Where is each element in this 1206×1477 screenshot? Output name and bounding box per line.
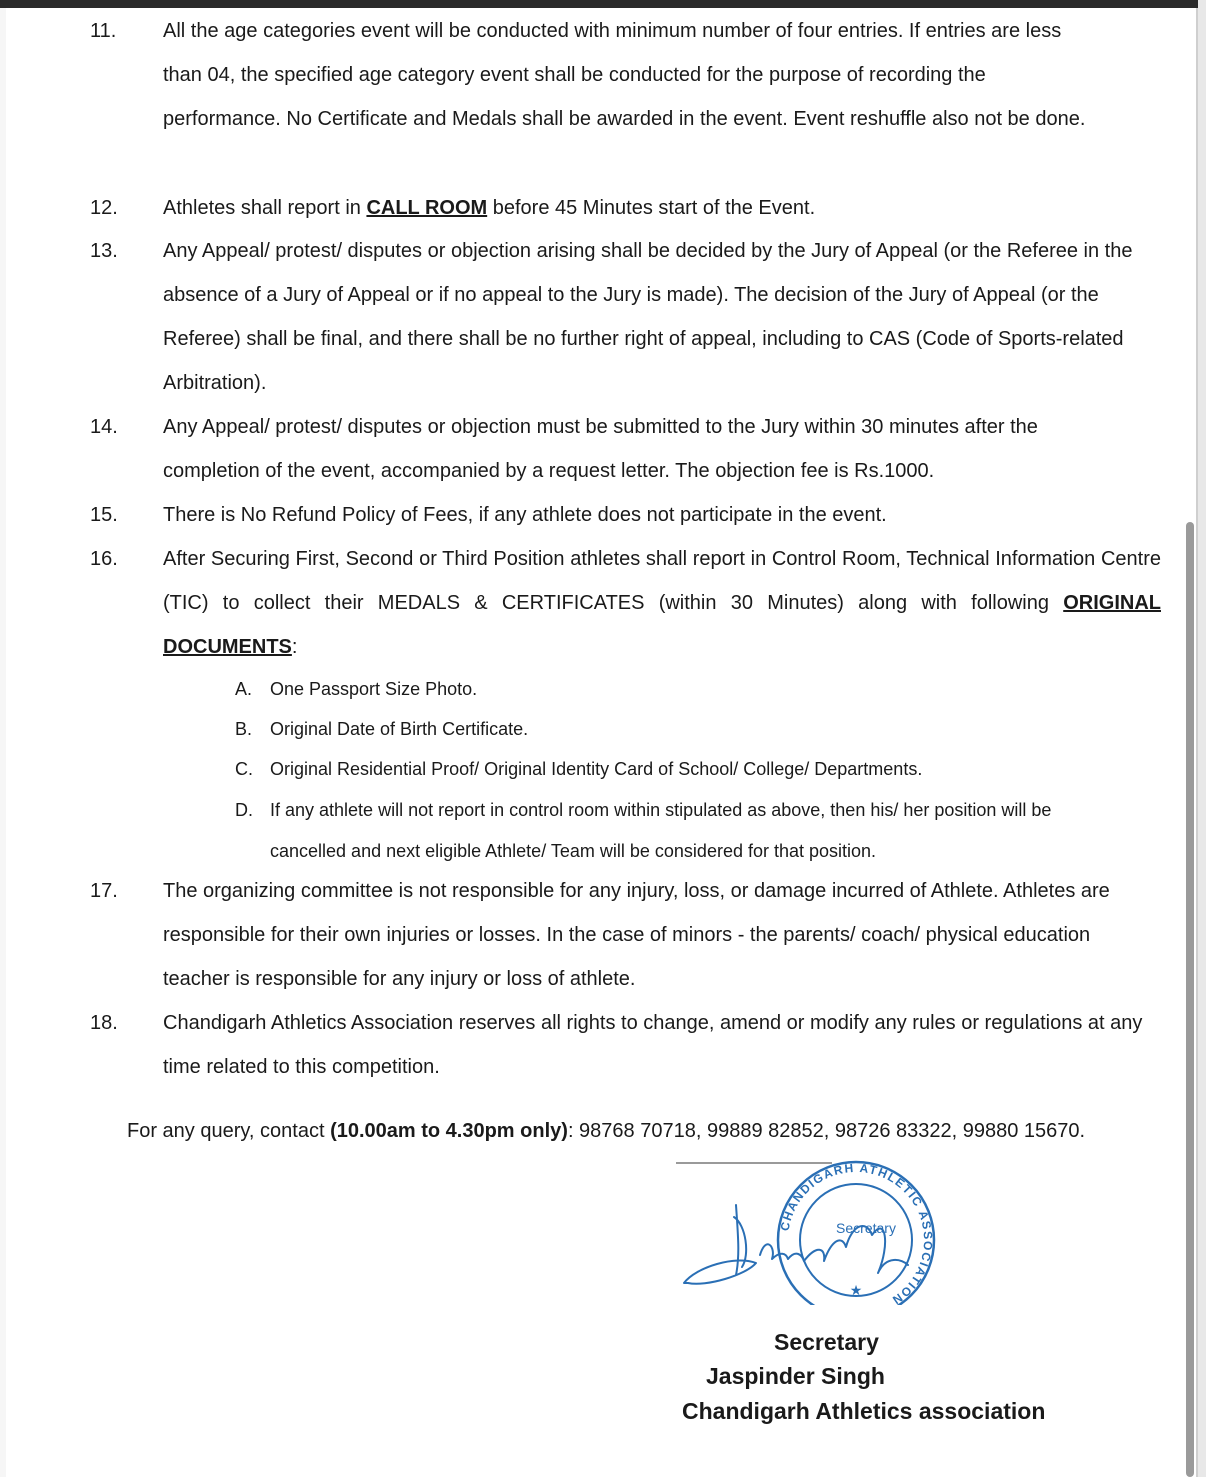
document-text: Original Date of Birth Certificate. (270, 719, 529, 739)
page-top-strip (0, 0, 1206, 8)
rule-number: 12. (90, 197, 118, 219)
signatory-organization: Chandigarh Athletics association (682, 1398, 1046, 1424)
rule-number: 14. (90, 416, 118, 438)
rule-number: 18. (90, 1012, 118, 1034)
rule-text: The organizing committee is not responsible for any injury, loss, or damage incurred of Athlete. Athletes are responsible for their own injuries or losses. In the case of minors - the parents/ coach/ physical education teacher is responsible for any injury or loss of athlete. (163, 880, 1110, 990)
document-letter: A. (235, 679, 253, 699)
original-emphasis: ORIGINAL (1063, 592, 1161, 614)
contact-hours: (10.00am to 4.30pm only) (330, 1120, 568, 1142)
document-letter: C. (235, 759, 253, 779)
rule-text-part: before 45 Minutes start of the Event. (487, 197, 816, 219)
call-room-emphasis: CALL ROOM (366, 197, 488, 219)
rule-number: 13. (90, 240, 118, 262)
page-left-edge (0, 8, 6, 1477)
signature-and-stamp (676, 1155, 966, 1305)
rule-text-part: After Securing First, Second or Third Position athletes shall report in Control Room, Technical Information Centre (TIC) to collect their MEDALS & CERTIFICATES (within 30 Minutes) along with following (163, 548, 1161, 614)
rule-number: 17. (90, 880, 118, 902)
rule-text: Any Appeal/ protest/ disputes or objection arising shall be decided by the Jury of Appeal (or the Referee in the absence of a Jury of Appeal or if no appeal to the Jury is made). The decision of the Jury of Appeal (or the Referee) shall be final, and there shall be no further right of appeal, including to CAS (Code of Sports-related Arbitration). (163, 240, 1133, 394)
stamp-center-text: Secretary (836, 1220, 896, 1236)
contact-numbers: : 98768 70718, 99889 82852, 98726 83322, 99880 15670. (567, 1120, 1086, 1142)
stamp-inner-ring (800, 1184, 912, 1296)
documents-emphasis: DOCUMENTS (163, 636, 292, 658)
stamp-ring-text: CHANDIGARH ATHLETIC ASSOCIATION (777, 1160, 936, 1305)
stamp-graphic (676, 1155, 966, 1305)
contact-line (127, 1113, 1085, 1149)
rule-text (163, 186, 1163, 230)
stamp-star-icon: ★ (849, 1282, 863, 1298)
rule-number: 16. (90, 548, 118, 570)
rule-text-part: : (291, 636, 298, 658)
document-text: Original Residential Proof/ Original Identity Card of School/ College/ Departments. (270, 759, 923, 779)
rule-text: Any Appeal/ protest/ disputes or objection must be submitted to the Jury within 30 minutes after the completion of the event, accompanied by a request letter. The objection fee is Rs.1000. (163, 416, 1038, 482)
rule-text: All the age categories event will be conducted with minimum number of four entries. If entries are less than 04, the specified age category event shall be conducted for the purpose of recording the performance. No Certificate and Medals shall be awarded in the event. Event reshuffle also not be done. (163, 20, 1086, 130)
rule-text (163, 537, 1161, 669)
signature-scribble (684, 1205, 908, 1284)
document-letter: B. (235, 719, 253, 739)
rule-text: Chandigarh Athletics Association reserves all rights to change, amend or modify any rules or regulations at any time related to this competition. (163, 1012, 1143, 1078)
signatory-title: Secretary (774, 1329, 879, 1355)
document-text: If any athlete will not report in control room within stipulated as above, then his/ her position will be cancelled and next eligible Athlete/ Team will be considered for that position. (270, 800, 1052, 861)
rule-text-part: Athletes shall report in (163, 197, 367, 219)
rule-number: 11. (90, 20, 117, 42)
signatory-name: Jaspinder Singh (706, 1363, 885, 1389)
contact-lead: For any query, contact (127, 1120, 331, 1142)
rule-number: 15. (90, 504, 118, 526)
document-letter: D. (235, 800, 253, 820)
document-text: One Passport Size Photo. (270, 679, 478, 699)
vertical-scrollbar[interactable] (1186, 522, 1194, 1477)
page-right-edge (1198, 0, 1206, 1477)
rule-text: There is No Refund Policy of Fees, if any athlete does not participate in the event. (163, 504, 887, 526)
